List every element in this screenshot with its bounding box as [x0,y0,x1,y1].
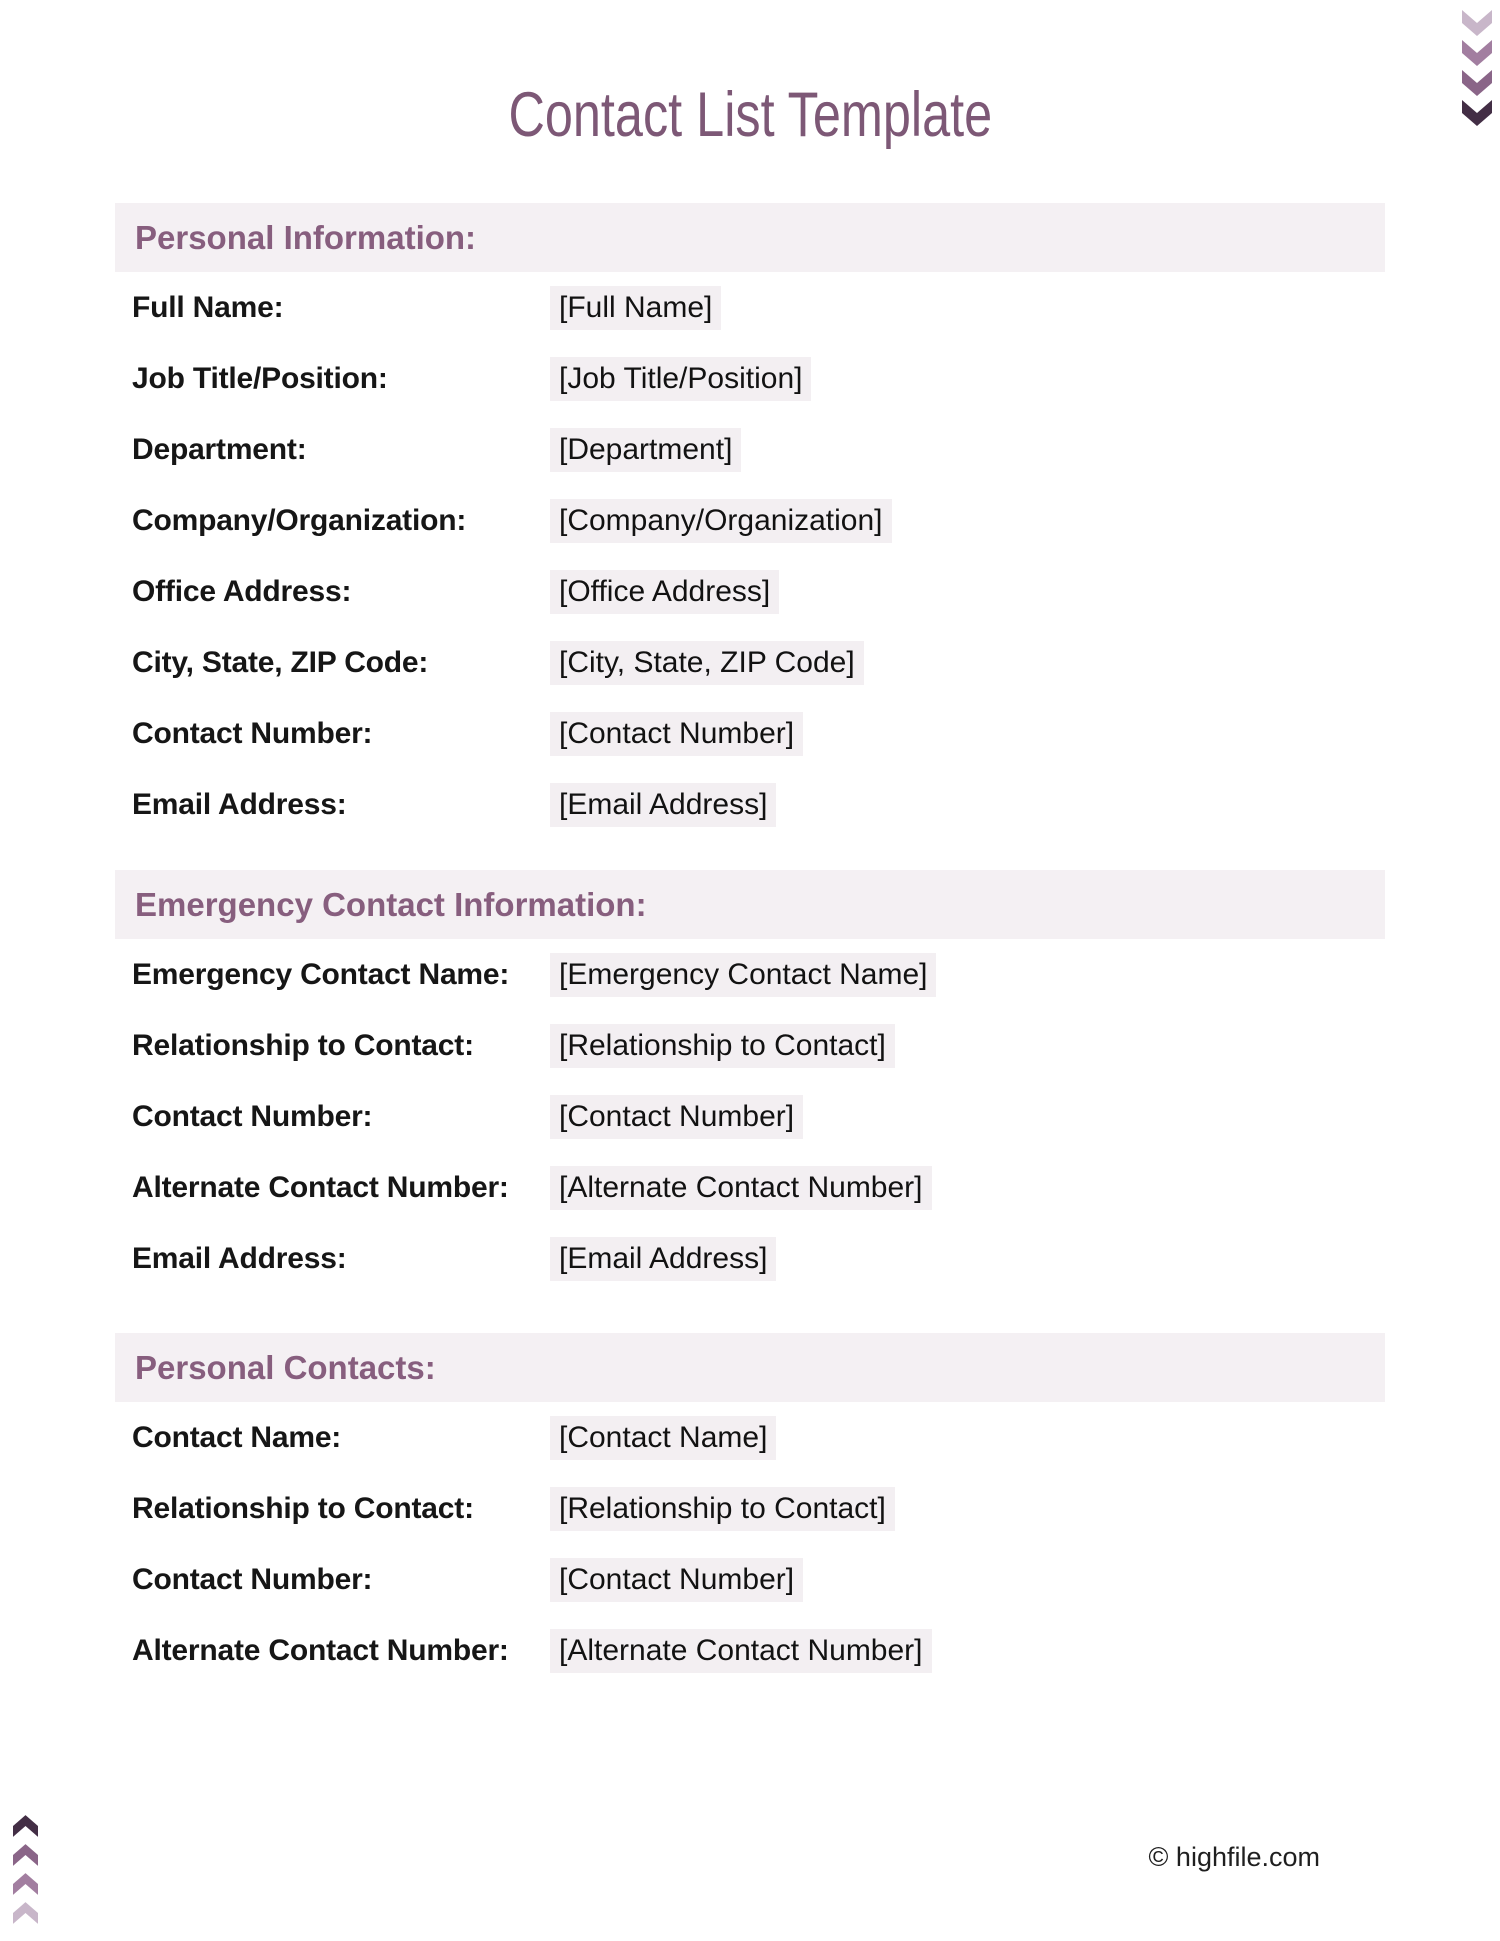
field-row [115,485,1385,556]
section-emergency-contact-information [115,870,1385,1294]
field-label: Contact Number: [132,716,373,750]
field-row [115,414,1385,485]
field-value-placeholder[interactable]: [Alternate Contact Number] [550,1166,932,1210]
field-label: City, State, ZIP Code: [132,645,429,679]
section-heading: Personal Information: [135,218,477,256]
chevron-up-icon [13,1873,38,1895]
field-label: Office Address: [132,574,352,608]
chevron-up-icon [13,1814,38,1838]
field-label: Department: [132,432,307,466]
field-value-placeholder[interactable]: [Alternate Contact Number] [550,1629,932,1673]
title-area [0,80,1500,150]
section-personal-information [115,203,1385,840]
field-label: Full Name: [132,290,284,324]
field-label: Alternate Contact Number: [132,1170,509,1204]
section-heading: Personal Contacts: [135,1348,436,1386]
field-value-placeholder[interactable]: [Relationship to Contact] [550,1487,895,1531]
chevron-down-icon [1462,10,1492,36]
field-label: Relationship to Contact: [132,1491,474,1525]
chevron-up-icon [13,1844,38,1866]
field-value-placeholder[interactable]: [Relationship to Contact] [550,1024,895,1068]
section-rows [115,939,1385,1294]
field-row [115,1010,1385,1081]
field-value-placeholder[interactable]: [Department] [550,428,741,472]
chevron-down-icon [1462,40,1492,66]
field-value-placeholder[interactable]: [Contact Number] [550,1558,803,1602]
field-row [115,272,1385,343]
field-label: Alternate Contact Number: [132,1633,509,1667]
field-value-placeholder[interactable]: [Full Name] [550,286,721,330]
field-row [115,939,1385,1010]
field-row [115,1615,1385,1686]
section-heading: Emergency Contact Information: [135,885,647,923]
field-value-placeholder[interactable]: [Contact Number] [550,1095,803,1139]
document-content [115,203,1385,1686]
field-label: Emergency Contact Name: [132,957,510,991]
field-row [115,698,1385,769]
field-value-placeholder[interactable]: [Contact Name] [550,1416,776,1460]
chevron-up-icon [13,1843,38,1867]
field-label: Email Address: [132,787,347,821]
chevron-decoration-bottom-left [13,1814,38,1925]
field-label: Company/Organization: [132,503,467,537]
chevron-up-icon [13,1901,38,1925]
field-row [115,1081,1385,1152]
field-label: Email Address: [132,1241,347,1275]
page-title: Contact List Template [508,80,992,150]
section-rows [115,272,1385,840]
field-value-placeholder[interactable]: [Contact Number] [550,712,803,756]
field-label: Relationship to Contact: [132,1028,474,1062]
chevron-up-icon [13,1815,38,1837]
field-row [115,1473,1385,1544]
section-header-bar [115,1333,1385,1402]
field-value-placeholder[interactable]: [Company/Organization] [550,499,892,543]
field-row [115,627,1385,698]
section-header-bar [115,203,1385,272]
field-value-placeholder[interactable]: [Email Address] [550,1237,776,1281]
field-row [115,1544,1385,1615]
section-header-bar [115,870,1385,939]
field-row [115,1223,1385,1294]
chevron-up-icon [13,1902,38,1924]
field-row [115,1402,1385,1473]
field-row [115,1152,1385,1223]
field-label: Job Title/Position: [132,361,388,395]
field-value-placeholder[interactable]: [Email Address] [550,783,776,827]
chevron-down-icon [1462,40,1492,66]
field-value-placeholder[interactable]: [City, State, ZIP Code] [550,641,864,685]
field-row [115,343,1385,414]
chevron-down-icon [1462,10,1492,36]
section-personal-contacts [115,1333,1385,1686]
field-value-placeholder[interactable]: [Office Address] [550,570,779,614]
field-value-placeholder[interactable]: [Emergency Contact Name] [550,953,936,997]
field-label: Contact Name: [132,1420,342,1454]
section-rows [115,1402,1385,1686]
field-label: Contact Number: [132,1099,373,1133]
chevron-up-icon [13,1872,38,1896]
field-row [115,556,1385,627]
field-row [115,769,1385,840]
copyright-footer: © highfile.com [1148,1842,1320,1872]
field-label: Contact Number: [132,1562,373,1596]
field-value-placeholder[interactable]: [Job Title/Position] [550,357,811,401]
